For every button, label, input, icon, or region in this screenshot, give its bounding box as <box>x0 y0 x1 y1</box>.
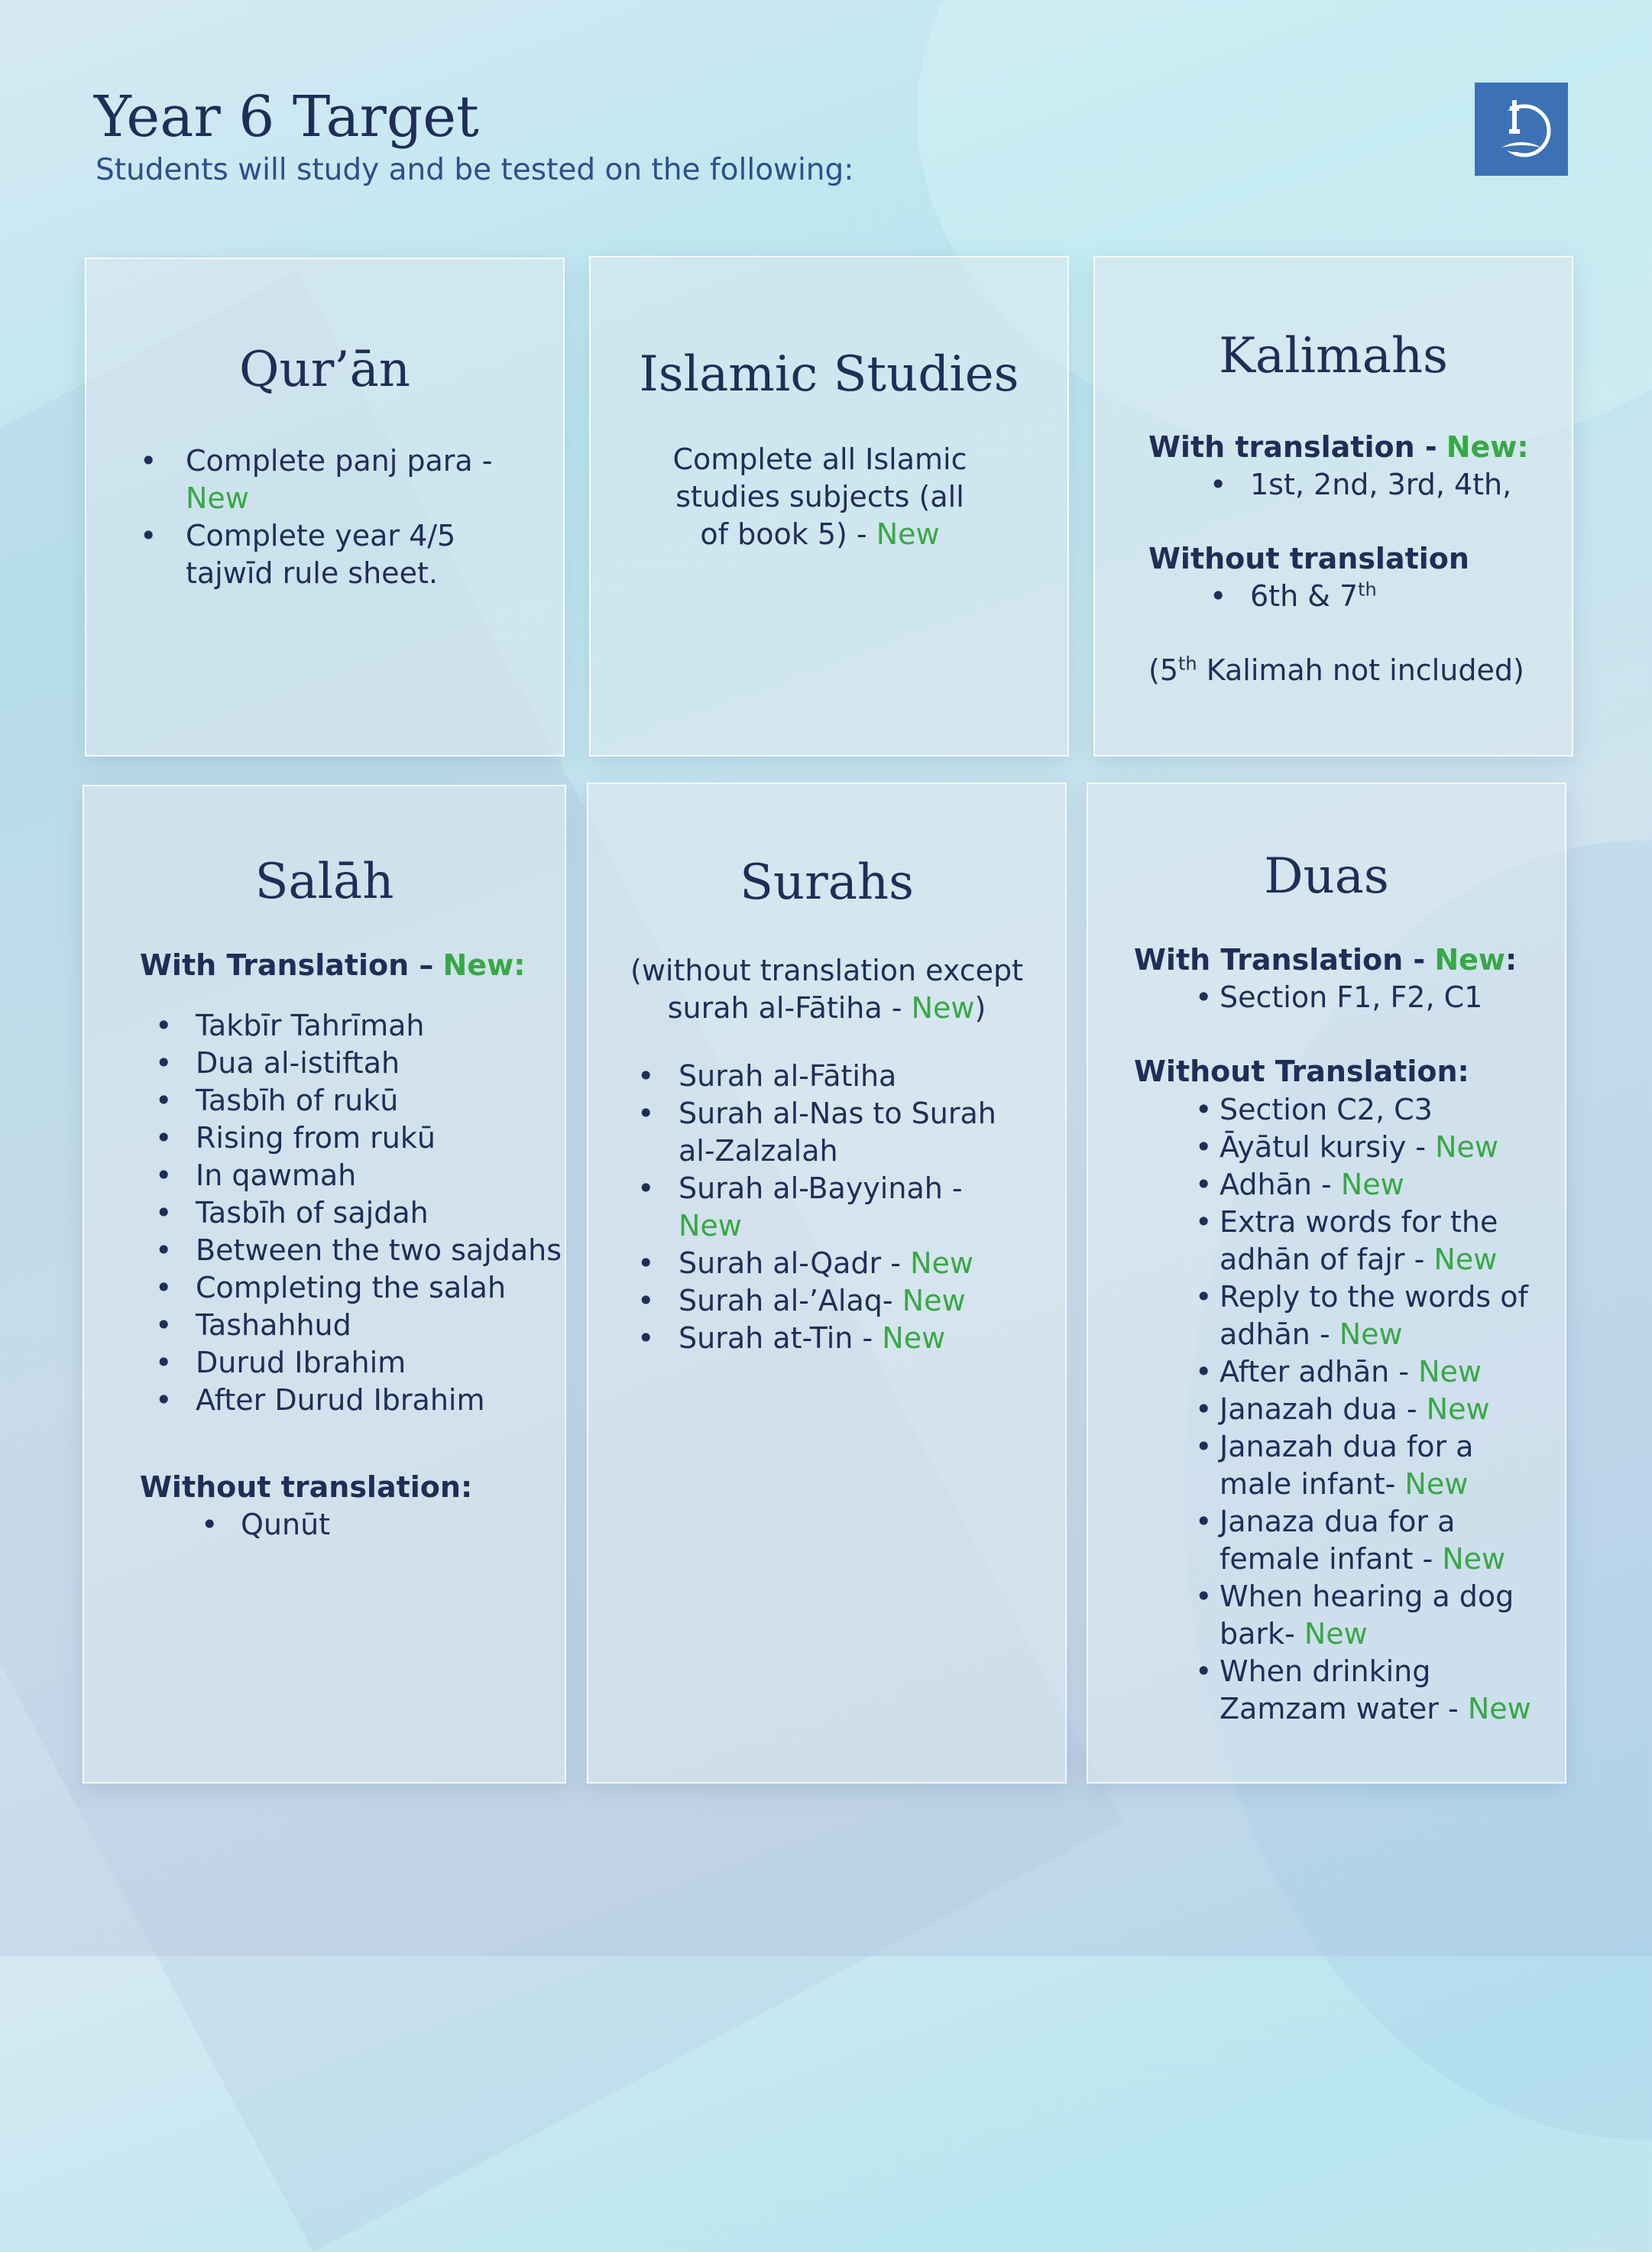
salah-with-heading: With Translation – New: <box>140 948 526 982</box>
list-item: • Between the two sajdahs <box>155 1233 562 1267</box>
card-title: Salāh <box>254 854 394 910</box>
card-salah <box>83 785 566 1784</box>
list-item: • When drinking Zamzam water - New <box>1195 1654 1531 1725</box>
list-item: • Complete panj para - New <box>140 444 493 515</box>
card-duas <box>1087 783 1566 1784</box>
list-item: • Tasbīh of rukū <box>155 1084 399 1117</box>
list-item: • Reply to the words of adhān - New <box>1195 1280 1528 1351</box>
list-item: • Adhān - New <box>1195 1168 1404 1201</box>
new-tag: New <box>910 1246 973 1280</box>
list-item: • After Durud Ibrahim <box>155 1383 485 1417</box>
kalimahs-without-heading: Without translation <box>1148 542 1469 575</box>
kalimahs-note: (5th Kalimah not included) <box>1148 653 1524 687</box>
new-tag: New <box>679 1209 742 1243</box>
list-item: • Surah al-’Alaq- New <box>637 1284 966 1317</box>
page-title: Year 6 Target <box>94 84 479 150</box>
list-item: • Rising from rukū <box>155 1121 436 1155</box>
new-tag: New <box>1339 1317 1403 1351</box>
list-item: • 6th & 7th <box>1210 578 1377 613</box>
page-subtitle: Students will study and be tested on the following: <box>96 153 854 187</box>
list-item: • Āyātul kursiy - New <box>1195 1130 1498 1164</box>
card-title: Islamic Studies <box>639 346 1019 403</box>
surahs-list <box>637 1058 1035 1357</box>
list-item: • Qunūt <box>201 1508 331 1541</box>
new-tag: New <box>911 991 975 1025</box>
duas-without-list <box>1195 1091 1547 1728</box>
list-item: • Extra words for the adhān of fajr - New <box>1195 1205 1498 1276</box>
new-tag: New <box>882 1321 946 1355</box>
list-item: • Janazah dua - New <box>1195 1392 1490 1426</box>
list-item: • Takbīr Tahrīmah <box>155 1009 425 1042</box>
card-title: Duas <box>1264 848 1389 905</box>
list-item: • Tashahhud <box>155 1308 351 1342</box>
new-tag: New <box>1467 1692 1531 1725</box>
list-item: • After adhān - New <box>1195 1355 1482 1388</box>
card-quran <box>85 258 565 757</box>
card-surahs <box>587 783 1067 1784</box>
list-item: • Surah al-Bayyinah - New <box>637 1171 963 1243</box>
list-item: • Janazah dua for a male infant- New <box>1195 1430 1474 1501</box>
new-tag: New <box>1435 1130 1498 1164</box>
new-tag: New <box>1426 1392 1490 1426</box>
new-tag: New <box>1304 1617 1368 1651</box>
duas-with-heading: With Translation - New: <box>1134 943 1518 977</box>
card-body: Complete all Islamic studies subjects (all of book 5) - New <box>672 442 967 551</box>
list-item: • Section F1, F2, C1 <box>1195 980 1483 1014</box>
quran-list <box>140 442 537 592</box>
card-kalimahs <box>1093 256 1573 757</box>
card-title: Surahs <box>740 854 914 911</box>
list-item: • Surah at-Tin - New <box>637 1321 946 1355</box>
new-tag: New <box>1418 1355 1482 1388</box>
new-tag: New <box>1433 1243 1498 1276</box>
list-item: • Section C2, C3 <box>1195 1093 1433 1126</box>
new-tag: New <box>1340 1168 1404 1201</box>
list-item: • Tasbīh of sajdah <box>155 1196 429 1230</box>
new-tag: New <box>1442 1542 1506 1576</box>
salah-without-heading: Without translation: <box>140 1470 473 1504</box>
list-item: • Surah al-Fātiha <box>637 1059 897 1093</box>
list-item: • Completing the salah <box>155 1271 507 1304</box>
new-tag: New <box>186 481 249 515</box>
duas-without-heading: Without Translation: <box>1134 1055 1469 1088</box>
kalimahs-with-heading: With translation - New: <box>1148 430 1529 464</box>
logo <box>1475 83 1568 176</box>
list-item: • Janaza dua for a female infant - New <box>1195 1505 1506 1576</box>
card-title: Qur’ān <box>239 342 410 398</box>
list-item: • When hearing a dog bark- New <box>1195 1580 1514 1651</box>
minaret-crescent-icon <box>1485 92 1558 166</box>
list-item: • Dua al-istiftah <box>155 1046 400 1080</box>
list-item: • Durud Ibrahim <box>155 1346 407 1379</box>
salah-with-list <box>140 1007 568 1419</box>
list-item: • Complete year 4/5 tajwīd rule sheet. <box>140 519 456 590</box>
card-title: Kalimahs <box>1219 328 1448 384</box>
new-tag: New <box>876 517 940 551</box>
list-item: • 1st, 2nd, 3rd, 4th, <box>1210 468 1512 501</box>
card-islamic-studies <box>589 256 1069 757</box>
surahs-intro: (without translation except surah al-Fātiha - New) <box>630 954 1023 1025</box>
list-item: • In qawmah <box>155 1158 357 1192</box>
list-item: • Surah al-Nas to Surah al-Zalzalah <box>637 1097 996 1168</box>
list-item: • Surah al-Qadr - New <box>637 1246 973 1280</box>
new-tag: New <box>1404 1467 1469 1501</box>
new-tag: New <box>902 1284 966 1317</box>
